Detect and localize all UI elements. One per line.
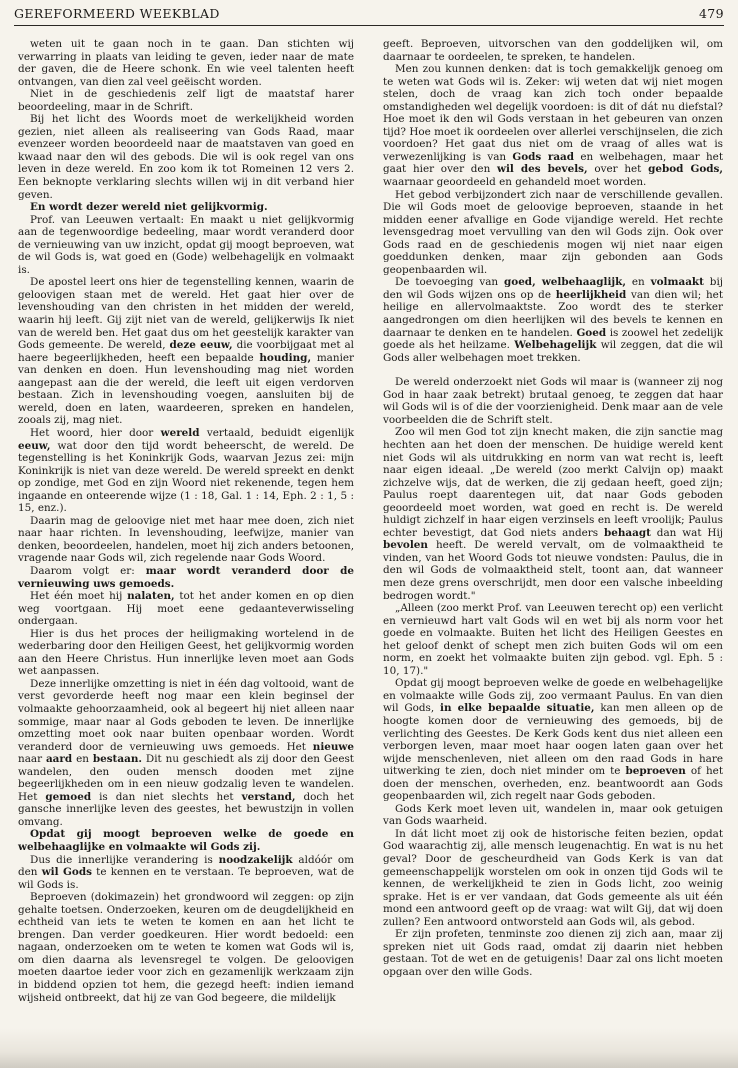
text-run: en [72, 753, 93, 766]
text-run: kan men alleen op de hoogte komen door de vernieuwing des gemoeds, bij de verlichting des Geestes. De Kerk Gods kent dus niet alleen een verborgen leven, maar moet haar oogen laten gaan over het wijde menschenleven, niet alleen om den raad Gods in hare uitwerking te zien, doch niet minder om te [383, 702, 723, 778]
text-run: wil zeggen, dat die wil Gods aller welbehagen moet trekken. [383, 339, 724, 364]
text-run: of het doen der menschen, overheden, enz. beantwoordt aan Gods geopenbaarden wil, zich regelt naar Gods geboden. [383, 765, 723, 803]
bold-text: houding, [259, 351, 312, 364]
paragraph [18, 854, 354, 892]
bold-text: deze eeuw, [169, 339, 233, 352]
text-run: Men zou kunnen denken: dat is toch gemakkelijk genoeg om te weten wat Gods wil is. Zeker: wij weten dat wij niet mogen stelen, doch de vraag kan zich toch onder bepaalde omstandigheden wel degelijk voordoen: is dit of dát nu diefstal? Hoe moet ik den wil Gods verstaan in het gebeuren van onzen tijd? Hoe moet ik oordeelen over allerlei verschijnselen, die zich voordoen? Het gaat dus niet om de vraag of alles wat is verwezenlijking is van [383, 63, 723, 163]
text-run: De apostel leert ons hier de tegenstelling kennen, waarin de geloovigen staan met de wereld. Het gaat hier over de levenshouding van den christen in het midden der wereld, waarin hij leeft. Gij zijt niet van de wereld, gelijkerwijs Ik niet van de wereld ben. Het gaat dus om het geestelijk karakter van Gods gemeente. De wereld, [18, 276, 354, 352]
text-run: Er zijn profeten, tenminste zoo dienen zij zich aan, maar zij spreken niet uit Gods raad, omdat zij daarin niet hebben gestaan. Tot de wet en de getuigenis! Daar zal ons licht moeten opgaan over den wille Gods. [383, 928, 723, 978]
paragraph [383, 928, 723, 978]
paragraph [383, 677, 723, 802]
bold-text: aard [45, 753, 73, 766]
text-run: Bij het licht des Woords moet de werkelijkheid worden gezien, niet alleen als realiseering van Gods Raad, maar evenzeer worden beoordeeld naar de maatstaven van goed en kwaad naar den wil des gebods. Die wil is ook regel van ons leven in deze wereld. En zoo kom ik tot Romeinen 12 vers 2. Een beknopte verklaring slechts willen wij in dit verband hier geven. [18, 113, 354, 201]
right-column [383, 38, 723, 978]
paragraph [18, 565, 354, 590]
text-run: die voorbijgaat met al haere begeerlijkheden, heeft een bepaalde [18, 339, 354, 364]
paragraph [18, 38, 354, 88]
text-run: De wereld onderzoekt niet Gods wil maar is (wanneer zij nog God in haar zaak betrekt) brutaal genoeg, te zeggen dat haar wil Gods wil is of die der voorzienigheid. Denk maar aan de vele voorbeelden die de Schrift stelt. [383, 376, 723, 426]
paragraph [18, 828, 354, 853]
text-run: tot het ander komen en op dien weg voortgaan. Hij moet eene gedaanteverwisseling ondergaan. [18, 590, 354, 628]
bold-text: eeuw, [18, 439, 51, 452]
bold-text: gebod Gods, [648, 163, 723, 176]
bold-text: noodzakelijk [218, 853, 293, 866]
bold-text: behaagt [603, 526, 651, 539]
paragraph [18, 276, 354, 427]
text-run: van dien wil; het heilige en allervolmaaktste. Zoo wordt des te sterker aangedrongen om dien heerlijken wil des bevels te kennen en daarnaar te denken en te handelen. [383, 288, 724, 339]
paragraph [18, 88, 354, 113]
text-run: aldóór om den [18, 853, 355, 879]
journal-title: GEREFORMEERD WEEKBLAD [14, 5, 220, 21]
bold-text: beproeven [625, 765, 686, 778]
paragraph [18, 678, 354, 829]
page-bottom-edge [0, 1028, 738, 1068]
bold-text: Opdat gij moogt beproeven welke de goede en welbehaaglijke en volmaakte wil Gods zij. [18, 828, 354, 853]
paragraph [383, 376, 723, 426]
text-run: bij den wil Gods wijzen ons op de [383, 276, 723, 301]
paragraph [383, 276, 723, 364]
paragraph [383, 38, 723, 63]
bold-text: Goed [576, 326, 607, 339]
text-run: Niet in de geschiedenis zelf ligt de maatstaf harer beoordeeling, maar in de Schrift. [18, 88, 354, 113]
text-run: doch het gansche innerlijke leven des geestes, het bewustzijn in vollen omvang. [18, 790, 354, 828]
bold-text: gemoed [45, 790, 92, 803]
text-run: Hier is dus het proces der heiligmaking wortelend in de wederbaring door den Heiligen Geest, het gelijkvormig worden aan den Heere Christus. Hun innerlijke leven moet aan Gods wet aanpassen. [18, 627, 354, 678]
paragraph [383, 828, 723, 928]
page-header [14, 2, 724, 24]
bold-text: bestaan. [92, 753, 142, 766]
paragraph [383, 803, 723, 828]
paragraph [18, 891, 354, 1004]
paragraph [383, 602, 723, 677]
bold-text: volmaakt [650, 276, 704, 289]
text-run: Opdat gij moogt beproeven welke de goede en welbehagelijke en volmaakte wille Gods zij, zoo vermaant Paulus. En van dien wil Gods, [383, 677, 724, 715]
bold-text: wereld [160, 426, 200, 439]
page-number: 479 [698, 5, 724, 21]
text-run: is zoowel het zedelijk goede als het heilzame. [383, 326, 724, 352]
text-run: manier van denken en doen. Hun levenshouding mag niet worden aangepast aan die der wereld, die leeft uit eigen verdorven bestaan. Zich in levenshouding voegen, aansluiten bij de wereld, doen en laten, waardeeren, spreken en handelen, zooals zij, mag niet. [18, 351, 355, 427]
bold-text: nieuwe [312, 740, 354, 753]
paragraph [18, 628, 354, 678]
bold-text: Gods raad [512, 150, 575, 163]
paragraph [18, 214, 354, 277]
bold-text: wil Gods [41, 866, 92, 879]
bold-text: nalaten, [127, 590, 175, 603]
bold-text: verstand, [241, 790, 296, 803]
text-run: is dan niet slechts het [91, 790, 242, 803]
bold-text: Welbehagelijk [514, 339, 597, 352]
paragraph [18, 427, 354, 515]
text-run: en welbehagen, maar het gaat hier over den [383, 150, 723, 176]
left-column [18, 38, 354, 1004]
paragraph [18, 113, 354, 201]
text-run: vertaald, beduidt eigenlijk [199, 426, 354, 439]
text-run: wat door den tijd wordt beheerscht, de wereld. De tegenstelling is het Koninkrijk Gods, waarvan Jezus zei: mijn Koninkrijk is niet van deze wereld. De wereld spreekt en denkt op zondige, met God en zijn Woord niet rekenende, tegen hem ingaande en onteerende wijze (1 : 18, Gal. 1 : 14, Eph. 2 : 1, 5 : 15, enz.). [18, 439, 354, 515]
bold-text: bevolen [383, 539, 428, 552]
text-run: Dit nu geschiedt als zij door den Geest wandelen, den ouden mensch dooden met zijne begeerlijkheden om in een nieuw godzalig leven te wandelen. Het [18, 753, 354, 803]
paragraph [18, 590, 354, 628]
text-run: Prof. van Leeuwen vertaalt: En maakt u niet gelijkvormig aan de tegenwoordige bedeeling, maar wordt veranderd door de vernieuwing van uw inzicht, opdat gij moogt beproeven, wat de wil Gods is, wat goed en (Gode) welbehagelijk en volmaakt is. [18, 213, 354, 276]
text-run: Het woord, hier door [30, 426, 161, 439]
text-run: „Alleen (zoo merkt Prof. van Leeuwen terecht op) een verlicht en vernieuwd hart valt Gods wil en wet bij als norm voor het goede en volmaakte. Buiten het licht des Heiligen Geestes en het geloof denkt of schept men zich buiten Gods wil om een norm, en zoekt het volmaakte buiten zijn gebod. vgl. Eph. 5 : 10, 17)." [383, 602, 723, 677]
paragraph [383, 63, 723, 188]
text-run: Dus die innerlijke verandering is [30, 853, 219, 866]
paragraph [18, 515, 354, 565]
text-run: Beproeven (dokimazein) het grondwoord wil zeggen: op zijn gehalte toetsen. Onderzoeken, keuren om de deugdelijkheid en echtheid van iets te weten te komen en aan het licht te brengen. Dan verder goedkeuren. Hier wordt bedoeld: een nagaan, onderzoeken om te weten te komen wat Gods wil is, om dien daarna als levensregel te volgen. De geloovigen moeten daartoe ieder voor zich en gezamenlijk werkzaam zijn in biddend opzien tot hem, die gezegd heeft: indien iemand wijsheid ontbreekt, dat hij ze van God begeere, die mildelijk [18, 891, 354, 1004]
text-run: Het één moet hij [30, 590, 128, 603]
text-run: Zoo wil men God tot zijn knecht maken, die zijn sanctie mag hechten aan het doen der menschen. De huidige wereld kent niet Gods wil als uitdrukking en norm van wat recht is, leeft naar eigen ideaal. „De wereld (zoo merkt Calvijn op) maakt zichzelve wijs, dat de werken, die zij gedaan heeft, goed zijn; Paulus roept daarentegen uit, dat naar Gods geboden geoordeeld moet worden, wat goed en recht is. De wereld huldigt zichzelf in haar eigen verzinsels en leeft vroolijk; Paulus echter bevestigt, dat God niets anders [383, 426, 723, 539]
text-run: weten uit te gaan noch in te gaan. Dan stichten wij verwarring in plaats van leiding te geven, ieder naar de mate der gaven, die de Heere schonk. En wie veel talenten heeft ontvangen, van dien zal veel geëischt worden. [18, 38, 354, 88]
text-run: In dát licht moet zij ook de historische feiten bezien, opdat God waarachtig zij, alle mensch leugenachtig. En wat is nu het geval? Door de gescheurdheid van Gods Kerk is van dat gemeenschappelijk worstelen om ook in onzen tijd Gods wil te kennen, de werkelijkheid te zien in Gods licht, zoo weinig sprake. Het is er ver vandaan, dat Gods gemeente als uit één mond een antwoord geeft op de vraag: wat wilt Gij, dat wij doen zullen? Een antwoord ontworsteld aan Gods wil, als gebod. [383, 827, 723, 928]
text-run: te kennen en te verstaan. Te beproeven, wat de wil Gods is. [18, 866, 354, 891]
text-run: Daarom volgt er: [30, 564, 146, 577]
bold-text: wil des bevels, [497, 163, 588, 176]
text-run: naar [18, 753, 46, 766]
paragraph [18, 201, 354, 214]
text-run: dan wat Hij [650, 526, 723, 539]
text-run: geeft. Beproeven, uitvorschen van den goddelijken wil, om daarnaar te oordeelen, te spreken, te handelen. [383, 38, 723, 63]
text-run: Gods Kerk moet leven uit, wandelen in, maar ook getuigen van Gods waarheid. [383, 802, 723, 828]
bold-text: maar wordt veranderd door de vernieuwing uws gemoeds. [18, 564, 354, 590]
text-run: en [626, 276, 651, 289]
text-run: Deze innerlijke omzetting is niet in één dag voltooid, want de verst gevorderde heeft nog maar een klein beginsel der volmaakte gehoorzaamheid, ook al begeert hij niet alleen naar sommige, maar naar al Gods geboden te leven. De innerlijke omzetting moet ook naar buiten openbaar worden. Wordt veranderd door de vernieuwing uws gemoeds. Het [18, 677, 354, 753]
text-run: heeft. De wereld vervalt, om de volmaaktheid te vinden, van het Woord Gods tot nieuwe vondsten: Paulus, die in den wil Gods de volmaaktheid stelt, toont aan, dat wanneer men deze grens overschrijdt, men door een valsche inbeelding bedrogen wordt." [383, 539, 723, 602]
bold-text: in elke bepaalde situatie, [440, 702, 595, 715]
paragraph [383, 426, 723, 602]
text-run: Daarin mag de geloovige niet met haar mee doen, zich niet naar haar richten. In levenshouding, leefwijze, manier van denken, beoordeelen, handelen, moet hij zich anders betoonen, vragende naar Gods wil, zich regelende naar Gods Woord. [18, 514, 354, 565]
paragraph [383, 189, 723, 277]
text-run: waarnaar geoordeeld en gehandeld moet worden. [383, 176, 647, 189]
header-rule [14, 25, 724, 26]
bold-text: goed, welbehaaglijk, [504, 276, 626, 289]
text-run: De toevoeging van [395, 276, 504, 289]
bold-text: heerlijkheid [555, 288, 627, 301]
text-run: over het [587, 163, 649, 176]
bold-text: En wordt dezer wereld niet gelijkvormig. [30, 201, 268, 214]
text-run: Het gebod verbijzondert zich naar de verschillende gevallen. Die wil Gods moet de geloovige beproeven, staande in het midden eener afvallige en Gode vijandige wereld. Het rechte levensgedrag moet vervulling van den wil Gods zijn. Ook over Gods raad en de geschiedenis mogen wij niet naar eigen goeddunken denken, maar zijn gebonden aan Gods geopenbaarden wil. [383, 188, 723, 276]
